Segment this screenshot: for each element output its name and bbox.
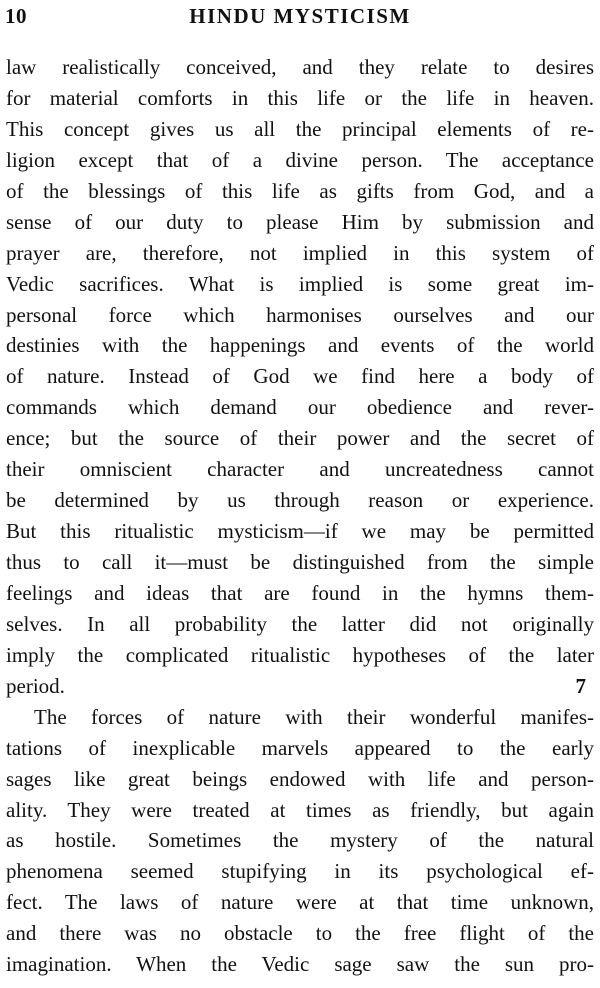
text-line: ality. They were treated at times as friendly, but again	[6, 797, 594, 822]
paragraph-1	[6, 52, 594, 702]
text-line: and there was no obstacle to the free flight of the	[6, 921, 594, 946]
text-line: their omniscient character and uncreatedness cannot	[6, 457, 594, 482]
book-title: HINDU MYSTICISM	[189, 4, 411, 28]
text-line: ligion except that of a divine person. The acceptance	[6, 147, 594, 172]
text-line: personal force which harmonises ourselves and our	[6, 302, 594, 327]
text-line: imagination. When the Vedic sage saw the sun pro-	[6, 952, 594, 977]
text-line: of nature. Instead of God we find here a body of	[6, 364, 594, 389]
text-line: The forces of nature with their wonderful manifes-	[34, 704, 594, 729]
note-number: 7	[575, 673, 586, 698]
text-line: sense of our duty to please Him by submission and	[6, 209, 594, 234]
text-line: period.	[6, 673, 65, 698]
text-line: But this ritualistic mysticism—if we may be permitted	[6, 519, 594, 544]
text-line: phenomena seemed stupifying in its psychological ef-	[6, 859, 594, 884]
paragraph-2	[6, 702, 594, 980]
text-line: of the blessings of this life as gifts from God, and a	[6, 178, 594, 203]
text-line: tations of inexplicable marvels appeared to the early	[6, 735, 594, 760]
text-line: thus to call it—must be distinguished from the simple	[6, 550, 594, 574]
text-line: feelings and ideas that are found in the hymns them-	[6, 580, 594, 605]
text-line: be determined by us through reason or experience.	[6, 488, 594, 513]
text-line: sages like great beings endowed with life and person-	[6, 766, 594, 791]
text-line: ence; but the source of their power and the secret of	[6, 426, 594, 451]
text-line: selves. In all probability the latter did not originally	[6, 611, 594, 636]
text-line: for material comforts in this life or the life in heaven.	[6, 85, 594, 110]
page-number: 10	[5, 4, 27, 28]
paragraph-end-line	[6, 671, 594, 702]
text-line: imply the complicated ritualistic hypotheses of the later	[6, 642, 594, 667]
body-text	[6, 52, 594, 980]
text-line: prayer are, therefore, not implied in this system of	[6, 240, 594, 265]
text-line: destinies with the happenings and events of the world	[6, 333, 594, 358]
running-head	[0, 0, 600, 32]
text-line: commands which demand our obedience and rever-	[6, 395, 594, 420]
text-line: This concept gives us all the principal elements of re-	[6, 116, 594, 141]
text-line: law realistically conceived, and they relate to desires	[6, 55, 594, 79]
text-line: Vedic sacrifices. What is implied is some great im-	[6, 271, 594, 296]
text-line: as hostile. Sometimes the mystery of the natural	[6, 828, 594, 853]
text-line: fect. The laws of nature were at that time unknown,	[6, 890, 594, 915]
